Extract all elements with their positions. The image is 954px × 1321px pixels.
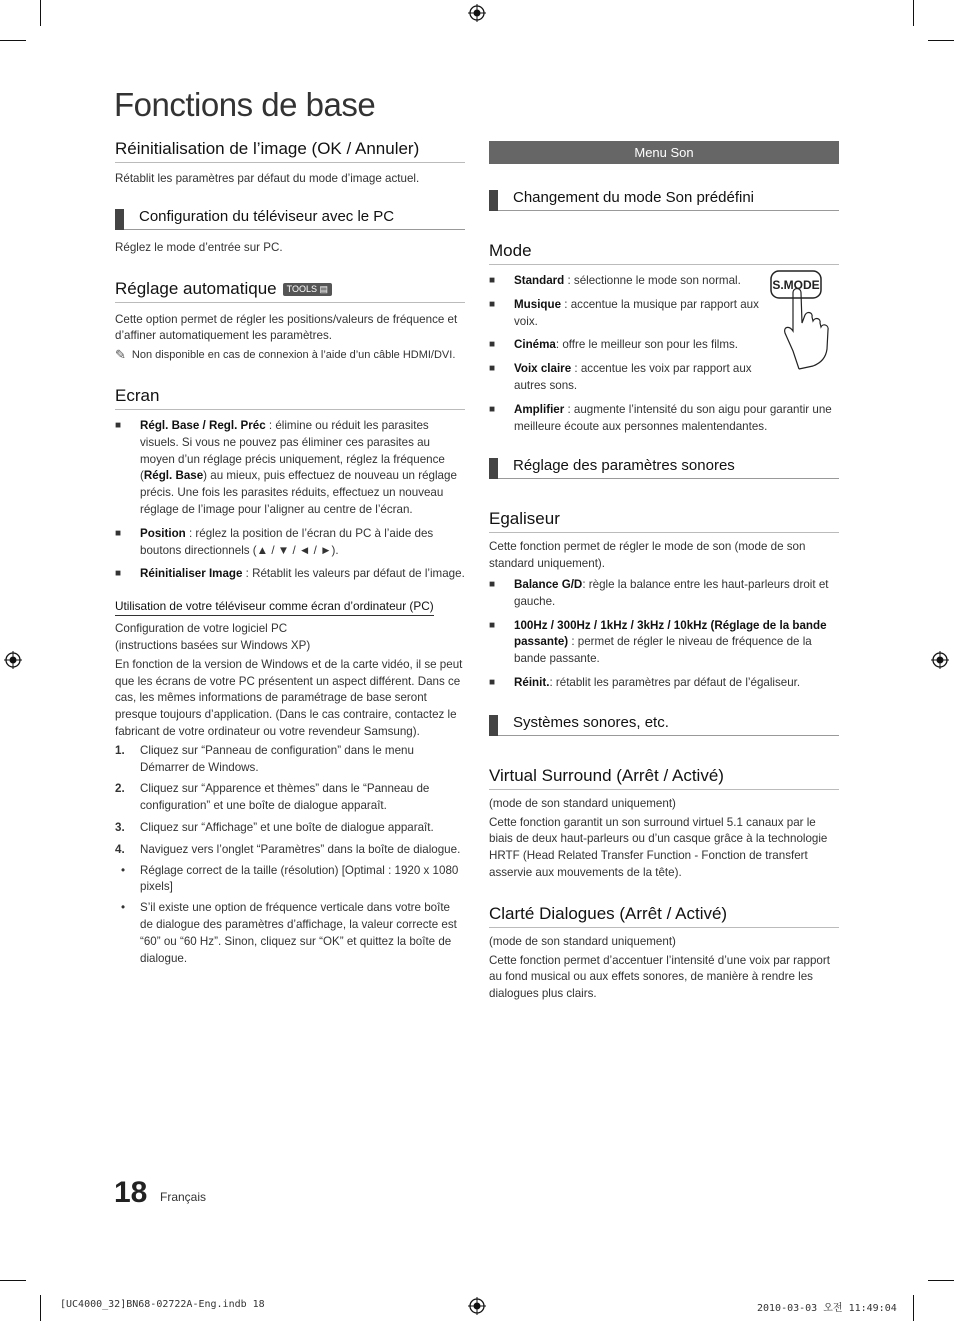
- square-bullet-icon: ■: [489, 403, 496, 415]
- list-item: ■ Balance G/D: règle la balance entre les haut-parleurs droit et gauche.: [489, 577, 829, 608]
- auto-title-text: Réglage automatique: [115, 278, 277, 298]
- crop-mark: [928, 1280, 954, 1281]
- list-item: • S’il existe une option de fréquence verticale dans votre boîte de dialogue des paramètres d’affichage, la valeur correcte est “60” ou “60 Hz”. Sinon, cliquez sur “OK” et quittez la boîte de dialogue.: [121, 901, 457, 965]
- list-item: 2. Cliquez sur “Apparence et thèmes” dans le “Panneau de configuration” et une boîte de dialogue apparaît.: [115, 782, 430, 813]
- square-bullet-icon: ■: [489, 275, 496, 286]
- usage-text: En fonction de la version de Windows et de la carte vidéo, il se peut que les écrans de votre PC présentent un aspect différent. Dans ce cas, les mêmes informations de paramétrage de base seront presque toujours d’application. (Dans le cas contraire, contactez le fabricant de votre ordinateur ou votre revendeur Samsung).: [115, 657, 463, 738]
- page-number: 18: [114, 1176, 148, 1209]
- section-title-auto: [115, 279, 465, 303]
- list-item: ■ Musique : accentue la musique par rapport aux voix.: [489, 297, 759, 328]
- footer-file: [UC4000_32]BN68-02722A-Eng.indb 18: [60, 1299, 265, 1310]
- mode-block: [489, 273, 839, 435]
- crop-mark: [928, 40, 954, 41]
- tools-badge: TOOLS ▤: [283, 283, 332, 296]
- crop-mark: [0, 1280, 26, 1281]
- list-item: ■ Amplifier : augmente l’intensité du son aigu pour garantir une meilleure écoute aux personnes malentendantes.: [489, 402, 832, 433]
- usage-title-wrap: [115, 597, 465, 616]
- square-bullet-icon: ■: [115, 419, 122, 431]
- subsection-title-systems: Systèmes sonores, etc.: [489, 714, 839, 736]
- list-item: ■ Réinit.: rétablit les paramètres par défaut de l’égaliseur.: [489, 675, 839, 692]
- eq-list: [489, 577, 839, 692]
- crop-mark: [40, 1295, 41, 1321]
- section-title-mode: Mode: [489, 241, 839, 265]
- steps-list: [115, 743, 465, 968]
- square-bullet-icon: ■: [489, 339, 496, 351]
- section-title-ecran: Ecran: [115, 386, 465, 410]
- crop-mark: [40, 0, 41, 26]
- subsection-title-sound-settings: Réglage des paramètres sonores: [489, 457, 839, 479]
- vs-text: Cette fonction garantit un son surround virtuel 5.1 canaux par le biais de deux haut-parleurs ou d’un casque grâce à la technologie HRTF (Head Related Transfer Function - Fonction de transfert asservie aux mouvements de la tête).: [489, 815, 828, 879]
- subsection-title-preset: Changement du mode Son prédéfini: [489, 189, 839, 211]
- square-bullet-icon: ■: [489, 676, 496, 688]
- registration-mark-icon: [4, 651, 22, 669]
- vs-sub: (mode de son standard uniquement): [489, 796, 676, 810]
- left-column: [115, 139, 465, 967]
- auto-note-text: Non disponible en cas de connexion à l’aide d’un câble HDMI/DVI.: [131, 349, 456, 362]
- list-item: ■ Position : réglez la position de l’écran du PC à l’aide des boutons directionnels (▲ / ▼ / ◄ / ►).: [115, 526, 434, 557]
- note-pencil-icon: ✎: [115, 347, 126, 363]
- square-bullet-icon: ■: [115, 568, 122, 580]
- usage-title: Utilisation de votre téléviseur comme écran d’ordinateur (PC): [115, 599, 434, 616]
- list-item: 4. Naviguez vers l’onglet “Paramètres” dans la boîte de dialogue.: [115, 842, 461, 856]
- square-bullet-icon: ■: [115, 527, 122, 539]
- list-item: ■ Voix claire : accentue les voix par rapport aux autres sons.: [489, 362, 752, 392]
- footer-date: 2010-03-03 오전 11:49:04: [757, 1303, 897, 1314]
- auto-text: Cette option permet de régler les positions/valeurs de fréquence et d’affiner automatiquement les paramètres.: [115, 312, 458, 343]
- smode-label: S.MODE: [772, 278, 820, 292]
- right-column: [489, 141, 839, 1003]
- usage-sub1: Configuration de votre logiciel PC: [115, 622, 288, 636]
- registration-mark-icon: [931, 651, 949, 669]
- list-item: ■ Régl. Base / Regl. Préc : élimine ou réduit les parasites visuels. Si vous ne pouvez pas éliminer ces parasites au moyen d’un réglage précis uniquement, réglez la fréquence (Régl. Base) au mieux, puis effectuez de nouveau un réglage précis. Une fois les parasites réduits, effectuez un nouveau réglage de l’image pour l’aligner au centre de l’écran.: [115, 418, 457, 516]
- list-item: ■ Réinitialiser Image : Rétablit les valeurs par défaut de l’image.: [115, 566, 465, 583]
- section-title-reset: Réinitialisation de l’image (OK / Annuler): [115, 139, 465, 163]
- section-title-egaliseur: Egaliseur: [489, 509, 839, 533]
- crop-mark: [0, 40, 26, 41]
- eq-text: Cette fonction permet de régler le mode de son (mode de son standard uniquement).: [489, 540, 806, 571]
- registration-mark-icon: [468, 4, 486, 22]
- list-item: ■ Standard : sélectionne le mode son normal.: [489, 273, 759, 290]
- smode-hand-icon: [769, 265, 839, 370]
- cd-sub: (mode de son standard uniquement): [489, 934, 676, 948]
- square-bullet-icon: ■: [489, 578, 496, 590]
- usage-sub2: (instructions basées sur Windows XP): [115, 638, 311, 652]
- square-bullet-icon: ■: [489, 298, 496, 310]
- section-title-virtual-surround: Virtual Surround (Arrêt / Activé): [489, 766, 839, 790]
- menu-bar: Menu Son: [489, 141, 839, 164]
- section-title-clarte-dialogues: Clarté Dialogues (Arrêt / Activé): [489, 904, 839, 928]
- crop-mark: [913, 1295, 914, 1321]
- subsection-title-pc-config: Configuration du téléviseur avec le PC: [115, 208, 465, 230]
- ecran-list: [115, 418, 465, 583]
- list-item: 3. Cliquez sur “Affichage” et une boîte de dialogue apparaît.: [115, 820, 434, 834]
- list-item: ■ 100Hz / 300Hz / 1kHz / 3kHz / 10kHz (Réglage de la bande passante) : permet de régler le niveau de fréquence de la bande passante.: [489, 618, 827, 666]
- mode-list-top: [489, 273, 759, 395]
- registration-mark-icon: [468, 1297, 486, 1315]
- page-language: Français: [160, 1190, 207, 1204]
- square-bullet-icon: ■: [489, 363, 496, 375]
- auto-note: [115, 347, 465, 364]
- list-item: • Réglage correct de la taille (résolution) [Optimal : 1920 x 1080 pixels]: [121, 863, 459, 894]
- square-bullet-icon: ■: [489, 619, 496, 631]
- reset-text: Rétablit les paramètres par défaut du mode d’image actuel.: [115, 172, 420, 185]
- pc-config-text: Réglez le mode d’entrée sur PC.: [115, 240, 283, 254]
- page-title: Fonctions de base: [114, 86, 376, 123]
- cd-text: Cette fonction permet d’accentuer l’intensité d’une voix par rapport au fond musical ou aux effets sonores, de manière à rendre les dialogues plus clairs.: [489, 953, 830, 1001]
- list-item: 1. Cliquez sur “Panneau de configuration” dans le menu Démarrer de Windows.: [115, 743, 414, 774]
- crop-mark: [913, 0, 914, 26]
- list-item: ■ Cinéma: offre le meilleur son pour les films.: [489, 337, 759, 354]
- tools-badge-label: TOOLS: [286, 283, 317, 294]
